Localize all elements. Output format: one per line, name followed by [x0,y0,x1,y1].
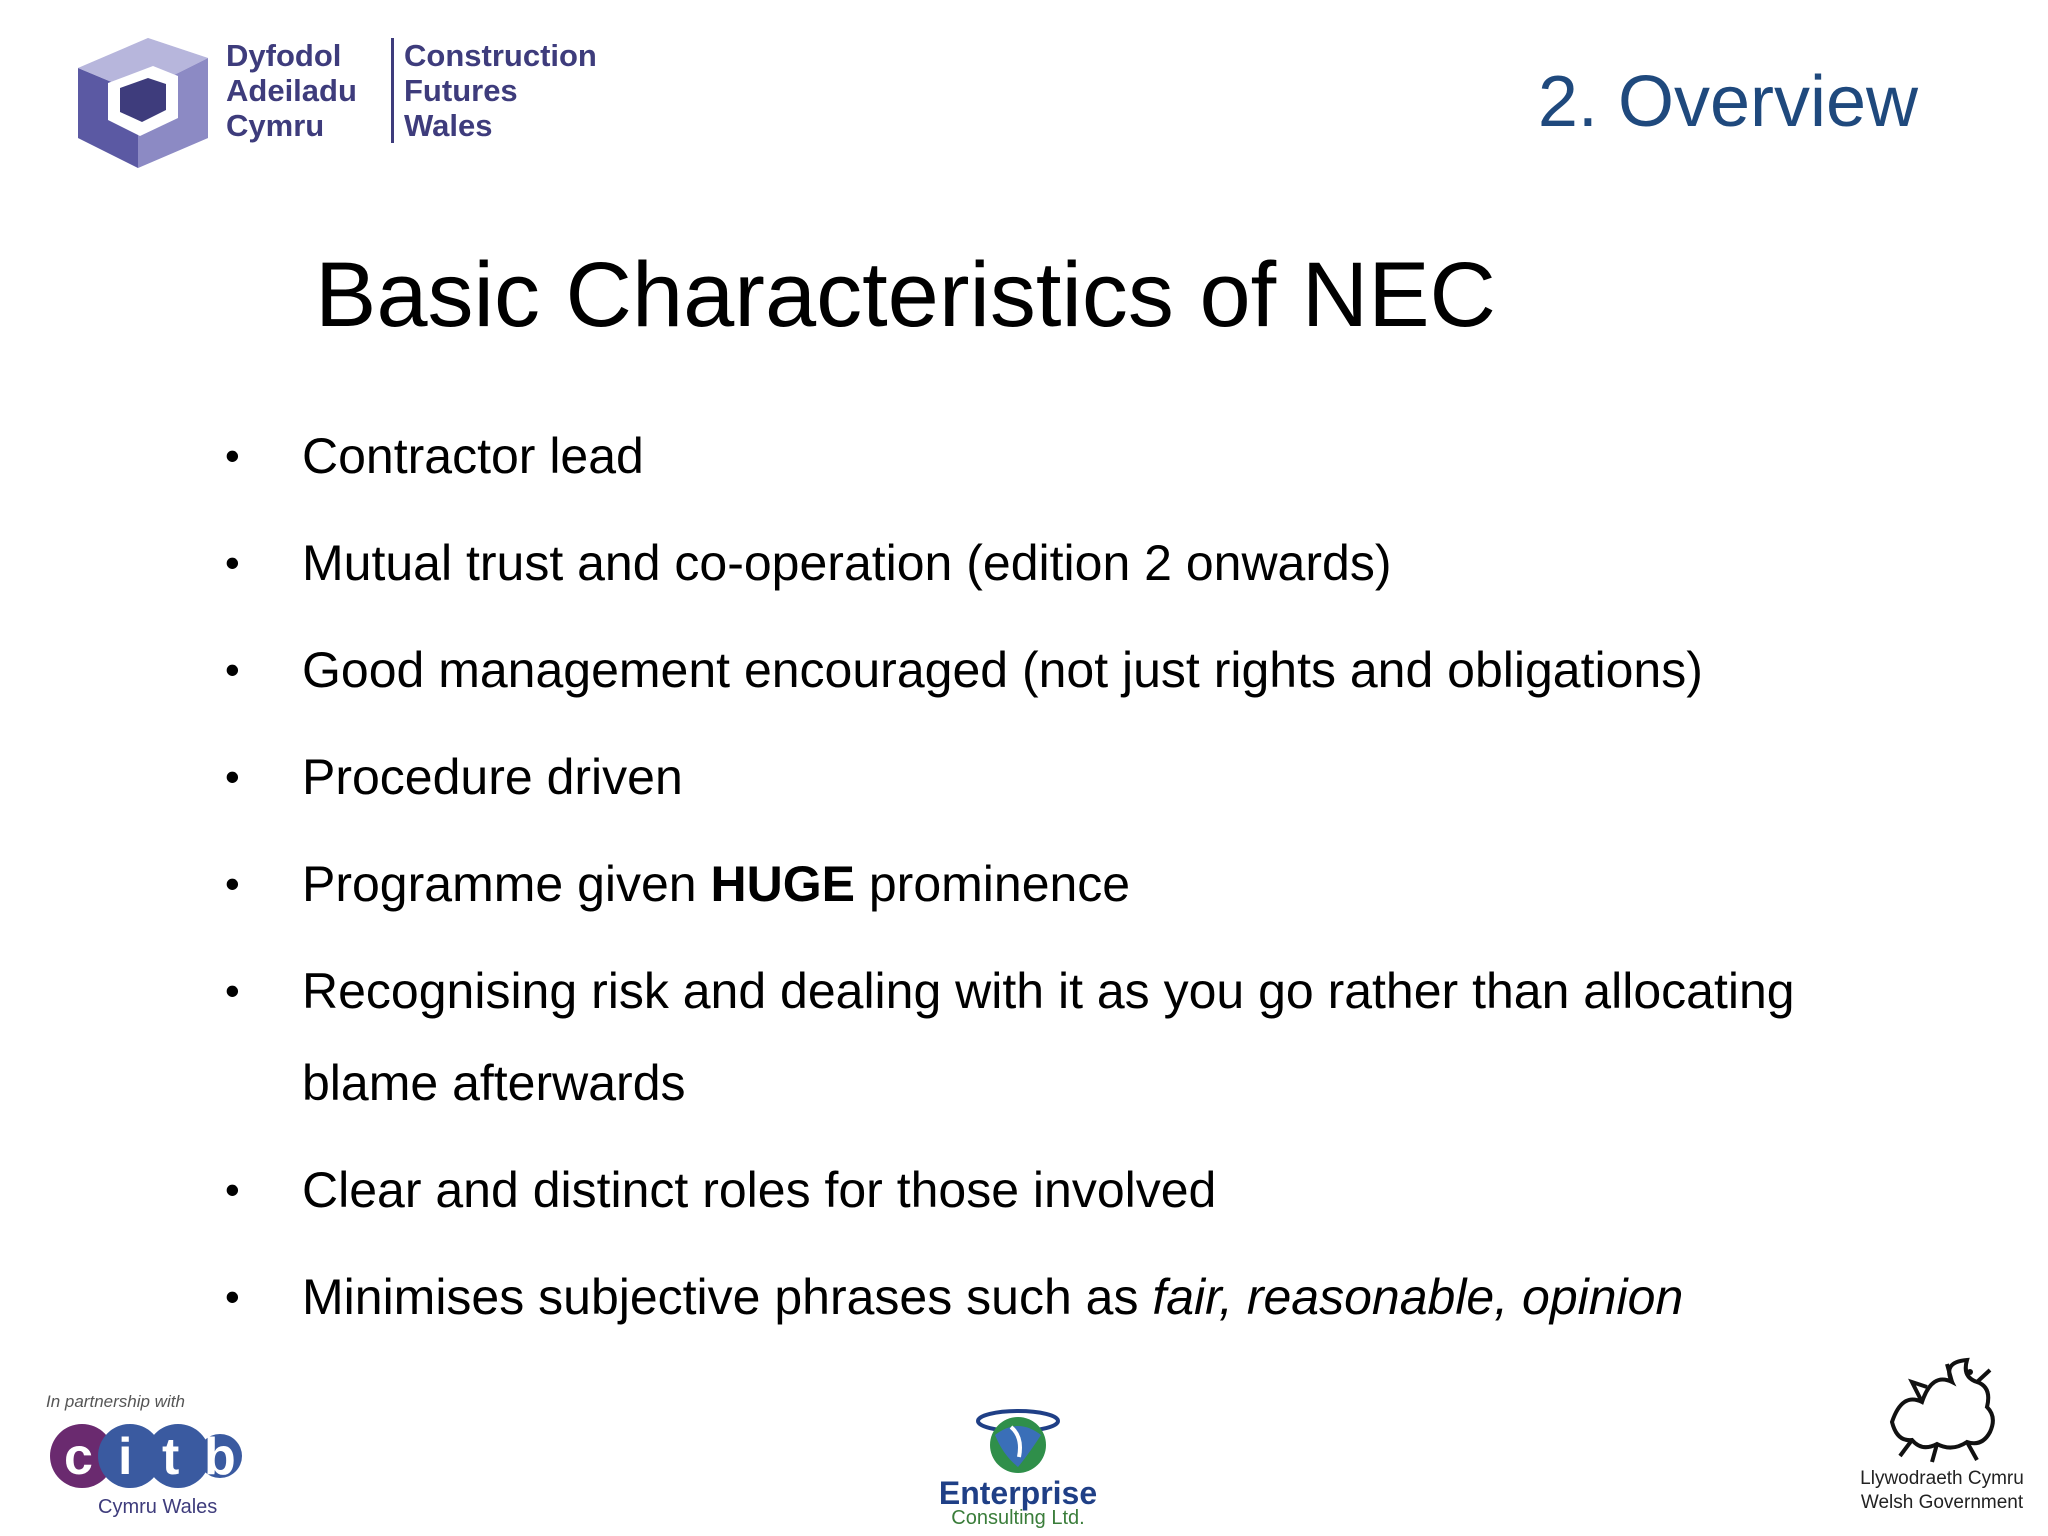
bullet-icon: • [225,432,240,479]
bullet-item: • Recognising risk and dealing with it as you go rather than allocating blame afterwards [215,945,1905,1129]
logo-welsh-name: Dyfodol Adeiladu Cymru [226,38,357,143]
citb-partnership-text: In partnership with [46,1392,185,1411]
bullet-icon: • [225,753,240,800]
emphasis-italic: fair, reasonable, opinion [1152,1269,1684,1325]
section-label: 2. Overview [1537,62,1918,142]
construction-futures-wales-logo [68,28,608,178]
citb-region-text: Cymru Wales [98,1496,218,1518]
slide-title: Basic Characteristics of NEC [315,244,1496,346]
bullet-list [215,410,1905,1358]
bullet-icon: • [225,646,240,693]
enterprise-subtitle: Consulting Ltd. [951,1507,1085,1529]
enterprise-name: Enterprise [938,1475,1098,1511]
svg-text:b: b [204,1428,236,1486]
logo-english-name: Construction Futures Wales [391,38,597,143]
citb-logo [44,1392,254,1524]
welsh-gov-name-welsh: Llywodraeth Cymru [1860,1468,2024,1489]
bullet-item: • Clear and distinct roles for those involved [215,1144,1905,1236]
enterprise-consulting-logo [918,1405,1118,1527]
bullet-item: • Contractor lead [215,410,1905,502]
logo-wordmark [226,38,606,168]
globe-swirl-icon [973,1405,1063,1477]
bullet-icon: • [225,967,240,1014]
bullet-icon: • [225,1166,240,1213]
welsh-government-logo [1852,1352,2032,1522]
bullet-icon: • [225,1273,240,1320]
bullet-item: • Programme given HUGE prominence [215,838,1905,930]
emphasis-bold: HUGE [710,856,855,912]
bullet-icon: • [225,860,240,907]
svg-text:i: i [118,1428,133,1486]
svg-text:c: c [64,1428,93,1486]
cube-logo-icon [68,28,218,178]
bullet-item: • Good management encouraged (not just rights and obligations) [215,624,1905,716]
citb-mark-icon [44,1416,244,1496]
welsh-gov-name-english: Welsh Government [1860,1492,2024,1513]
bullet-item: • Minimises subjective phrases such as fair, reasonable, opinion [215,1251,1905,1343]
svg-text:t: t [162,1428,180,1486]
bullet-item: • Procedure driven [215,731,1905,823]
bullet-icon: • [225,539,240,586]
dragon-icon [1882,1352,2002,1464]
bullet-item: • Mutual trust and co-operation (edition 2 onwards) [215,517,1905,609]
